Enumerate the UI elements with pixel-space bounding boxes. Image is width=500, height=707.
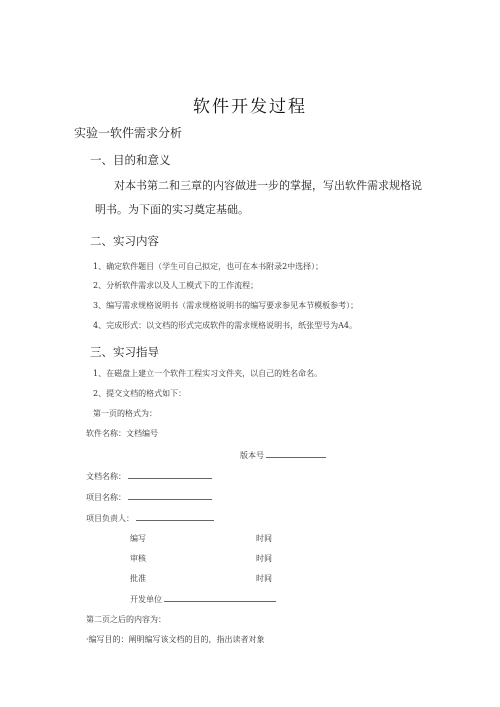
section3-item: 1、在磁盘上建立一个软件工程实习文件夹，以自己的姓名命名。 xyxy=(93,369,323,378)
role-label: 批准 xyxy=(130,574,146,583)
project-name-label: 项目名称： xyxy=(86,493,126,502)
second-page-label: 第二页之后的内容为： xyxy=(86,615,166,624)
role-label: 编写 xyxy=(130,534,146,543)
dev-unit-underline xyxy=(164,593,276,602)
section2-heading: 二、实习内容 xyxy=(90,234,159,248)
doc-name-underline xyxy=(128,470,212,479)
doc-name-field xyxy=(86,470,212,482)
section3-heading: 三、实习指导 xyxy=(90,345,159,359)
project-lead-field xyxy=(86,512,214,524)
section3-item: 2、提交文档的格式如下： xyxy=(93,389,187,398)
project-name-field xyxy=(86,491,212,503)
section1-heading: 一、目的和意义 xyxy=(90,153,171,167)
version-underline xyxy=(266,449,326,458)
experiment-heading: 实验一软件需求分析 xyxy=(74,126,183,140)
role-time-label: 时间 xyxy=(256,574,272,583)
section2-item: 3、编写需求规格说明书（需求规格说明书的编写要求参见本节模板参考）； xyxy=(93,301,359,310)
role-time-label: 时间 xyxy=(256,554,272,563)
project-lead-label: 项目负责人： xyxy=(86,514,134,523)
writing-purpose-line: ·编写目的：阐明编写该文档的目的，指出读者对象 xyxy=(86,635,265,644)
document-title: 软件开发过程 xyxy=(193,97,307,117)
section2-item: 4、完成形式：以文档的形式完成软件的需求规格说明书，纸张型号为A4。 xyxy=(93,321,357,330)
section2-item: 1、确定软件题目（学生可自己拟定，也可在本书附录2中选择）； xyxy=(93,262,324,271)
version-field xyxy=(240,449,326,461)
doc-name-label: 文档名称： xyxy=(86,472,126,481)
dev-unit-field xyxy=(130,593,276,605)
role-label: 审核 xyxy=(130,554,146,563)
dev-unit-label: 开发单位 xyxy=(130,595,162,604)
section1-paragraph-line2: 明书。为下面的实习奠定基础。 xyxy=(95,203,249,216)
project-lead-underline xyxy=(136,512,214,521)
version-label: 版本号 xyxy=(240,451,264,460)
project-name-underline xyxy=(128,491,212,500)
section1-paragraph-line1: 对本书第二和三章的内容做进一步的掌握，写出软件需求规格说 xyxy=(114,179,422,192)
role-time-label: 时间 xyxy=(256,534,272,543)
section2-item: 2、分析软件需求以及人工模式下的工作流程； xyxy=(93,281,259,290)
first-page-format-label: 第一页的格式为： xyxy=(93,409,157,418)
software-name-label: 软件名称：文档编号 xyxy=(86,429,158,438)
